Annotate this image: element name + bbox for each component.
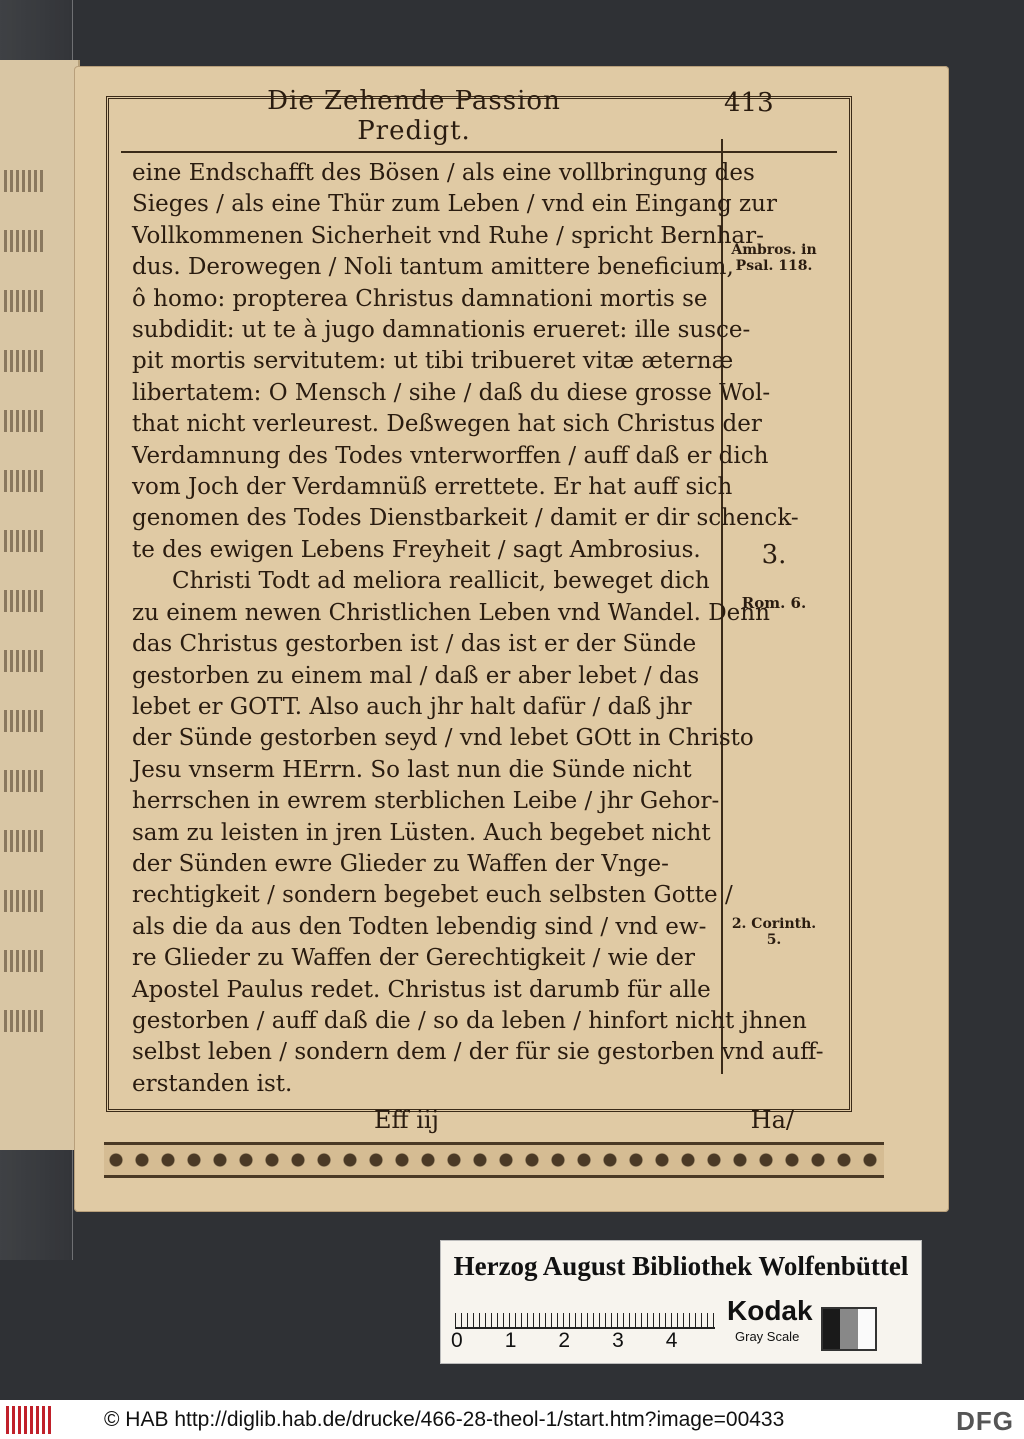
margin-note-romans: Rom. 6.	[741, 594, 807, 612]
footer-bar	[0, 1400, 1024, 1439]
margin-note-corinthians: 2. Corinth. 5.	[731, 916, 817, 948]
ruler-number: 1	[504, 1329, 517, 1352]
text-line: selbst leben / sondern dem / der für sie gestorben vnd auff-	[132, 1039, 824, 1066]
catchwords	[374, 1106, 794, 1134]
text-line: rechtigkeit / sondern begebet euch selbsten Gotte /	[132, 882, 733, 909]
text-line: gestorben zu einem mal / daß er aber lebet / das	[132, 662, 700, 689]
ruler-number: 2	[558, 1329, 571, 1352]
text-line: Jesu vnserm HErrn. So last nun die Sünde nicht	[132, 756, 692, 783]
text-line: sam zu leisten in jren Lüsten. Auch begebet nicht	[132, 819, 711, 846]
text-line: gestorben / auff daß die / so da leben / hinfort nicht jhnen	[132, 1007, 807, 1034]
text-line: der Sünde gestorben seyd / vnd lebet GOtt in Christo	[132, 725, 754, 752]
text-line: Vollkommenen Sicherheit vnd Ruhe / spricht Bernhar-	[132, 222, 764, 249]
text-line: genomen des Todes Dienstbarkeit / damit er dir schenck-	[132, 505, 799, 532]
institution-name: Herzog August Bibliothek Wolfenbüttel	[453, 1251, 909, 1281]
text-line: als die da aus den Todten lebendig sind / vnd ew-	[132, 913, 707, 940]
copyright-url[interactable]: © HAB http://diglib.hab.de/drucke/466-28-theol-1/start.htm?image=00433	[104, 1407, 785, 1431]
text-line: Verdamnung des Todes vnterworffen / auff daß er dich	[132, 442, 769, 469]
ruler-number: 4	[665, 1329, 678, 1352]
measurement-ruler	[455, 1297, 715, 1329]
text-line: herrschen in ewrem sterblichen Leibe / jhr Gehor-	[132, 788, 720, 815]
running-title: Die Zehende Passion Predigt.	[267, 86, 561, 146]
text-line: zu einem newen Christlichen Leben vnd Wandel. Denn	[132, 599, 770, 626]
margin-note-ambrosius: Ambros. in Psal. 118.	[731, 242, 817, 274]
text-line: eine Endschafft des Bösen / als eine vollbringung des	[132, 160, 755, 186]
hab-logo-icon	[6, 1406, 54, 1434]
text-line: re Glieder zu Waffen der Gerechtigkeit / wie der	[132, 945, 695, 972]
text-line: lebet er GOTT. Also auch jhr halt dafür / daß jhr	[132, 693, 692, 720]
ruler-number: 0	[451, 1329, 463, 1352]
margin-note-number: 3.	[761, 540, 787, 570]
ruler-numbers	[451, 1329, 731, 1353]
ornamental-border	[104, 1142, 884, 1178]
book-page	[74, 66, 949, 1212]
gray-scale-swatches	[821, 1307, 877, 1351]
signature-mark: Eff iij	[374, 1106, 439, 1134]
text-line: ô homo: propterea Christus damnationi mortis se	[132, 285, 708, 312]
ruler-number: 3	[612, 1329, 624, 1352]
text-line: libertatem: O Mensch / sihe / daß du diese grosse Wol-	[132, 379, 771, 406]
swatch-white	[858, 1309, 875, 1349]
page-number: 413	[724, 88, 774, 118]
text-line: der Sünden ewre Glieder zu Waffen der Vnge-	[132, 850, 669, 877]
catchword: Ha/	[750, 1106, 794, 1134]
text-line: pit mortis servitutem: ut tibi tribueret vitæ æternæ	[132, 348, 734, 375]
swatch-gray	[840, 1309, 857, 1349]
text-line: erstanden ist.	[132, 1070, 293, 1097]
library-color-card	[440, 1240, 922, 1364]
text-line: Sieges / als eine Thür zum Leben / vnd ein Eingang zur	[132, 191, 777, 218]
text-line: Apostel Paulus redet. Christus ist darumb für alle	[132, 976, 711, 1003]
text-line: dus. Derowegen / Noli tantum amittere beneficium,	[132, 254, 734, 281]
gray-scale-label: Gray Scale	[735, 1329, 800, 1344]
text-line: vom Joch der Verdamnüß errettete. Er hat auff sich	[132, 474, 733, 501]
swatch-black	[823, 1309, 840, 1349]
text-line: te des ewigen Lebens Freyheit / sagt Ambrosius.	[132, 536, 701, 563]
text-line: das Christus gestorben ist / das ist er der Sünde	[132, 631, 697, 658]
text-line: that nicht verleurest. Deßwegen hat sich Christus der	[132, 411, 762, 438]
text-line: Christi Todt ad meliora reallicit, beweget dich	[172, 568, 710, 595]
dfg-logo: DFG	[956, 1406, 1014, 1436]
text-line: subdidit: ut te à jugo damnationis erueret: ille susce-	[132, 317, 751, 344]
kodak-brand: Kodak	[727, 1295, 813, 1326]
previous-page-edge	[0, 60, 80, 1150]
